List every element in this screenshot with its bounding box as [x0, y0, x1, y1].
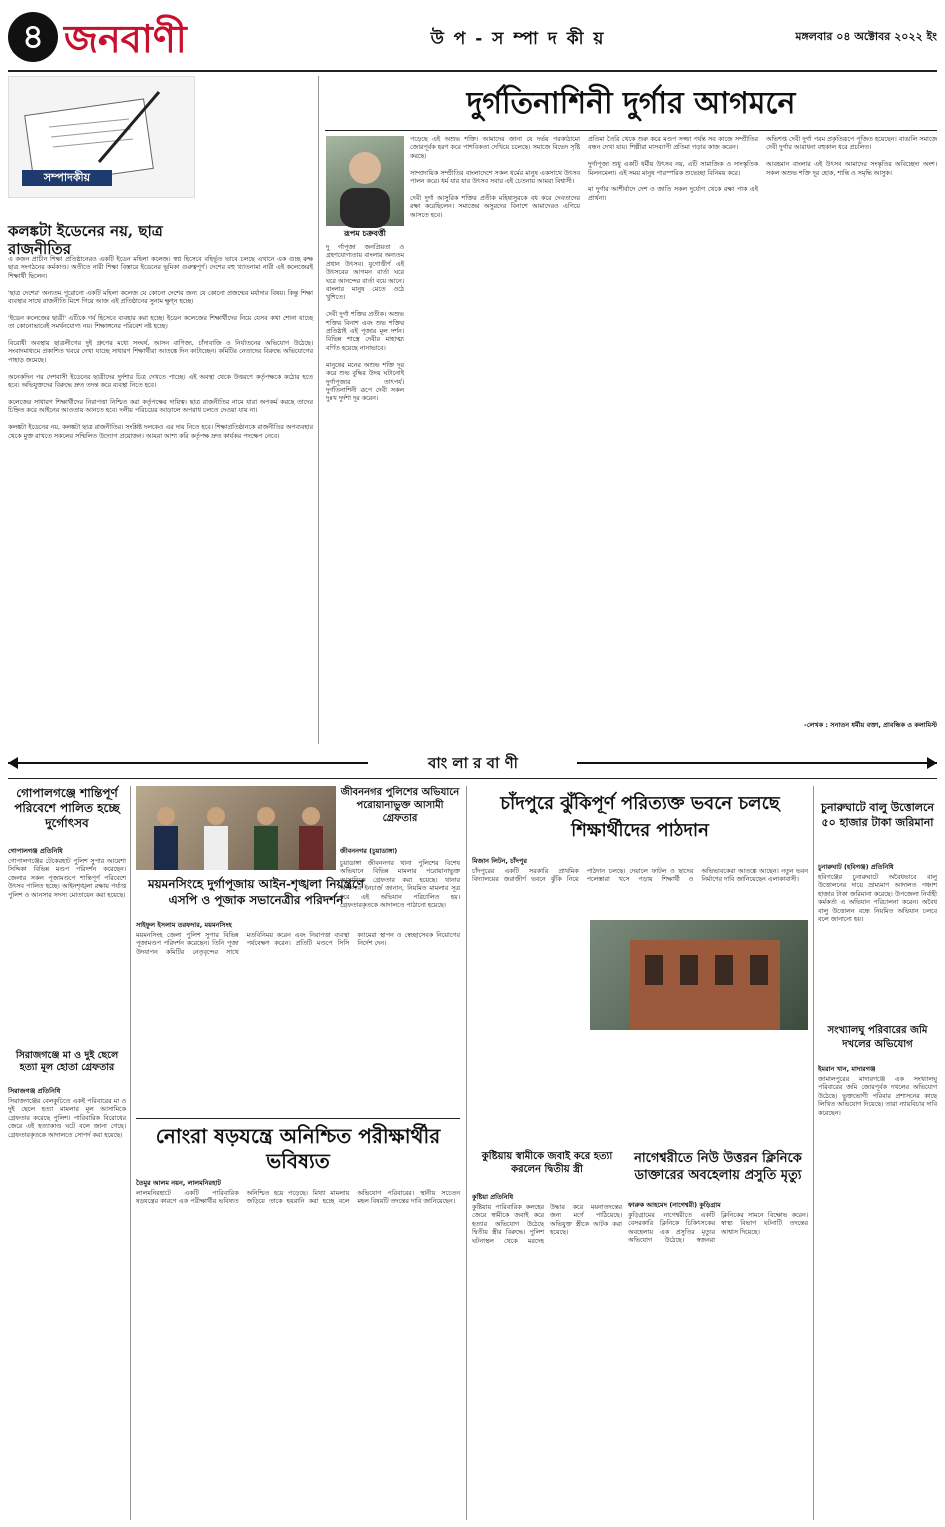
paper-logo: জনবাণী [64, 16, 187, 61]
feature-col1: দু র্গাপূজা জনপ্রিয়তা ও গ্রহণযোগ্যতায় বাংলার অন্যতম প্রধান উৎসব। যুগোত্তীর্ণ এই উৎসবের আগমন বার্তা ঘরে ঘরে আনন্দের বার্তা বয়ে আনে। বাংলার মানুষ মেতে ওঠে খুশিতে। দেবী দুর্গা শক্তির প্রতীক। অশুভ শক্তির বিনাশ এবং শুভ শক্তির প্রতিষ্ঠাই এই পূজার মূল দর্শন। বিভিন্ন শাস্ত্রে দেবীর মাহাত্ম্য বর্ণিত হয়েছে নানাভাবে। মানুষের মনের অশুভ শক্তি দূর করে শুভ বুদ্ধির উদয় ঘটানোই দুর্গাপূজার তাৎপর্য। দুর্গতিনাশিনী রূপে দেবী সকল দুঃখ দুর্দশা দূর করেন। [326, 244, 404, 403]
feature-col3: প্রতিমা তৈরি থেকে শুরু করে মণ্ডপ সজ্জা পর্যন্ত সব কাজে সম্প্রীতির বন্ধন দেখা যায়। শিল্পীরা মাসব্যাপী প্রতিমা গড়ার কাজ করেন। দুর্গাপূজা শুধু একটি ধর্মীয় উৎসব নয়, এটি সামাজিক ও সাংস্কৃতিক মিলনমেলা। এই সময় মানুষ পারস্পরিক শুভেচ্ছা বিনিময় করে। মা দুর্গার আশীর্বাদে দেশ ও জাতি সকল দুর্যোগ থেকে রক্ষা পাক এই প্রার্থনা। [588, 136, 758, 202]
feature-author-note: -লেখক : সনাতন ধর্মীয় বক্তা, প্রাবন্ধিক ও কলামিস্ট [804, 721, 937, 729]
page-number: ৪ [8, 12, 58, 62]
news-mymensingh-byline: সাইফুল ইসলাম তরফদার, ময়মনসিংহ [136, 921, 232, 929]
feature-col2: পড়েছে এই অশুভ শক্তি। আমাদের জানা যে দৰ্ভয় পরকাঠামো জোরপূর্বক হরণ করে পাশবিকতা দেখিয়ে চলেছে। সমাজে বিভেদ সৃষ্টি করছে। সাম্প্রদায়িক সম্প্রীতির বাংলাদেশে সকল ধর্মের মানুষ একসাথে উৎসব পালন করে। ধর্ম যার যার উৎসব সবার এই চেতনায় আমরা বিশ্বাসী। দেবী দুর্গা আসুরিক শক্তির প্রতীক মহিষাসুরকে বধ করে দেবতাদের রক্ষা করেছিলেন। সমাজের অসুরদের বিনাশে আমাদেরও এগিয়ে আসতে হবে। [410, 136, 580, 219]
feature-col4: অভিশপ্ত দেবী দুর্গা পরম প্রকৃতিরূপে পূজিত হয়েছেন। বাঙালি সমাজে দেবী দুর্গার আরাধনা বহুকাল ধরে প্রচলিত। আবহমান বাংলার এই উৎসব আমাদের সংস্কৃতির অবিচ্ছেদ্য অংশ। সকল অশুভ শক্তি দূর হোক, শান্তি ও সমৃদ্ধি আসুক। [766, 136, 937, 177]
building-icon [590, 920, 808, 1030]
feature-headline: দুর্গতিনাশিনী দুর্গার আগমনে [466, 86, 796, 121]
news-churaghat-headline: চুনারুঘাটে বালু উত্তোলনে ৫০ হাজার টাকা জরিমানা [821, 801, 934, 829]
mymensingh-photo [136, 786, 336, 870]
chandpur-school-photo [590, 920, 808, 1030]
news-sirajganj-headline: সিরাজগঞ্জে মা ও দুই ছেলে হত্যা মূল হোতা গ্রেফতার [15, 1050, 119, 1073]
news-kushtia-body: কুষ্টিয়ায় পারিবারিক কলহের জেরে স্বামীকে জবাই করে হত্যার অভিযোগ উঠেছে দ্বিতীয় স্ত্রীর বিরুদ্ধে। পুলিশ ঘটনাস্থল থেকে মরদেহ উদ্ধার করে ময়নাতদন্তের জন্য মর্গে পাঠিয়েছে। অভিযুক্ত স্ত্রীকে আটক করা হয়েছে। [472, 1204, 625, 1245]
news-nageshwari-headline: নাগেশ্বরীতে নিউ উত্তরন ক্লিনিকে ডাক্তারের অবহেলায় প্রসুতি মৃত্যু [634, 1151, 802, 1183]
feature-author: রূপম চক্রবর্ত্তী [344, 229, 386, 238]
masthead [8, 8, 937, 68]
arrow-left-icon [8, 762, 368, 764]
arrow-right-head-icon [927, 757, 937, 769]
news-sirajganj-body: সিরাজগঞ্জের বেলকুচিতে একই পরিবারের মা ও দুই ছেলে হত্যা মামলার মূল আসামিকে গ্রেফতার করেছে পুলিশ। পারিবারিক বিরোধের জেরে এই হত্যাকাণ্ড ঘটে বলে জানা গেছে। গ্রেফতারকৃতকে আদালতে সোপর্দ করা হয়েছে। [8, 1098, 129, 1139]
news-exam-headline: নোংরা ষড়যন্ত্রে অনিশ্চিত পরীক্ষার্থীর ভবিষ্যত [155, 1124, 441, 1173]
person-icon [326, 136, 404, 226]
news-mymensingh-headline: ময়মনসিংহে দুর্গাপূজায় আইন-শৃঙ্খলা নিয়ন্ত্রণে এসপি ও পূজাক সভানেত্রীর পরিদর্শন [147, 877, 365, 907]
editorial-headline: কলঙ্কটা ইডেনের নয়, ছাত্র রাজনীতির [8, 222, 163, 258]
news-churaghat-byline: চুনারুঘাট (হবিগঞ্জ) প্রতিনিধি [818, 863, 894, 871]
news-kushtia-headline: কুষ্টিয়ায় স্বামীকে জবাই করে হত্যা করলেন দ্বিতীয় স্ত্রী [481, 1151, 613, 1175]
news-nageshwari-byline: ফারুক আহমেদ (নাগেশ্বরী) কুড়িগ্রাম [628, 1201, 721, 1209]
news-minority-byline: ইমরান খান, মাদারগঞ্জ [818, 1065, 876, 1073]
news-jibannagar-byline: জীবননগর (চুয়াডাঙ্গা) [340, 847, 398, 855]
news-gopalganj-headline: গোপালগঞ্জে শান্তিপূর্ণ পরিবেশে পালিত হচ্ছে দুর্গোৎসব [14, 786, 120, 830]
news-chandpur-byline: মিজান লিটন, চাঁদপুর [472, 857, 527, 865]
section-bar-title: বাং লা র বা ণী [428, 754, 518, 772]
news-jibannagar-headline: জীবননগর পুলিশের অভিযানে পরোয়ানাভুক্ত আসামী গ্রেফতার [340, 787, 460, 824]
editorial-badge: সম্পাদকীয় [22, 170, 112, 186]
editorial-body: এ কজন প্রাচীন শিক্ষা প্রতিষ্ঠানেরও একটি ইডেন মহিলা কলেজ। স্বপ্ন হিসেবে বহির্ভূত ভাবে চলছে এখানে এক গুচ্ছ রুক্ষ ছাত্র সংগঠনের কর্মকাণ্ড। অতীতে নারী শিক্ষা বিস্তারে ইডেনের ভূমিকা গুরুত্বপূর্ণ। দেশের বহু খ্যাতনামা নারী এই কলেজেরই শিক্ষার্থী ছিলেন। 'ছাত্র দেশের' অন্যতম পুরোনো একটি মহিলা কলেজ যে কোনো দেশের জন্য যে কোনো প্রজন্মের মর্যাদার বিষয়। কিন্তু শিক্ষা ব্যবস্থার সাথে রাজনীতি মিশে গিয়ে আজ এই প্রতিষ্ঠানের সুনাম ক্ষুণ্ন হচ্ছে। 'ইডেন কলেজের ছাত্রী' এটিকে গর্ব হিসেবে ব্যবহার করা হচ্ছে। ইডেন কলেজের শিক্ষার্থীদের নিয়ে যেসব কথা শোনা যাচ্ছে তা কোনোভাবেই সমর্থনযোগ্য নয়। শিক্ষাঙ্গনের পরিবেশ নষ্ট হচ্ছে। বিরোধী অবস্থায় ছাত্রলীগের দুই গ্রুপের মধ্যে সংঘর্ষ, আসন বাণিজ্য, চাঁদাবাজি ও নির্যাতনের অভিযোগ উঠেছে। সংবাদমাধ্যমে প্রকাশিত খবরে দেখা যাচ্ছে সাধারণ শিক্ষার্থীরা আতঙ্কে দিন কাটাচ্ছেন। কমিটির নেতাদের বিরুদ্ধে অভিযোগের পাহাড় জমেছে। অনেকদিন পর দেশবাসী ইডেনের ছাত্রীদের দুর্দশার চিত্র দেখতে পাচ্ছে। এই অবস্থা থেকে উত্তরণে কর্তৃপক্ষকে কঠোর হতে হবে। অভিযুক্তদের বিরুদ্ধে দ্রুত তদন্ত করে ব্যবস্থা নিতে হবে। কলেজের সাধারণ শিক্ষার্থীদের নিরাপত্তা নিশ্চিত করা কর্তৃপক্ষের দায়িত্ব। ছাত্র রাজনীতির নামে যারা অপকর্ম করছে তাদের চিহ্নিত করে আইনের আওতায় আনতে হবে। দলীয় পরিচয়ের আড়ালে অপরাধ চলতে দেওয়া যায় না। কলঙ্কটা ইডেনের নয়, কলঙ্কটা ছাত্র রাজনীতির। সংশ্লিষ্ট দলকেও এর দায় নিতে হবে। শিক্ষাপ্রতিষ্ঠানকে রাজনীতির অপব্যবহার থেকে মুক্ত রাখতে সকলের সম্মিলিত উদ্যোগ প্রয়োজন। আমরা আশা করি কর্তৃপক্ষ দ্রুত কার্যকর পদক্ষেপ নেবে। [8, 256, 313, 440]
section-title: উ প - স ম্পা দ কী য় [430, 29, 606, 49]
news-minority-headline: সংখ্যালঘু পরিবারের জমি দখলের অভিযোগ [827, 1025, 928, 1050]
news-chandpur-headline: চাঁদপুরে ঝুঁকিপূর্ণ পরিত্যক্ত ভবনে চলছে শিক্ষার্থীদের পাঠদান [500, 793, 780, 841]
news-churaghat-body: হবিগঞ্জের চুনারুঘাটে অবৈধভাবে বালু উত্তোলনের দায়ে ভ্রাম্যমাণ আদালত পঞ্চাশ হাজার টাকা জরিমানা করেছে। উপজেলা নির্বাহী কর্মকর্তা এ অভিযান পরিচালনা করেন। অবৈধ বালু উত্তোলন বন্ধে নিয়মিত অভিযান চলবে বলে জানানো হয়। [818, 874, 940, 924]
author-photo [326, 136, 404, 226]
arrow-left-head-icon [8, 757, 18, 769]
news-chandpur-body: চাঁদপুরের একটি সরকারি প্রাথমিক বিদ্যালয়ের জরাজীর্ণ ভবনে ঝুঁকি নিয়ে পাঠদান চলছে। দেয়ালে ফাটল ও ছাদের পলেস্তারা খসে পড়ায় শিক্ষার্থী ও অভিভাবকেরা আতঙ্কে আছেন। নতুন ভবন নির্মাণের দাবি জানিয়েছেন এলাকাবাসী। [472, 868, 810, 884]
news-gopalganj-body: গোপালগঞ্জের টেকেরহাট পুলিশ সুপার আয়েশা সিদ্দিকা বিভিন্ন মণ্ডপ পরিদর্শন করেছেন। জেলার সকল পূজামণ্ডপে শান্তিপূর্ণ পরিবেশে উৎসব পালিত হচ্ছে। আইনশৃঙ্খলা রক্ষায় পর্যাপ্ত পুলিশ ও আনসার সদস্য মোতায়েন করা হয়েছে। [8, 858, 129, 899]
police-officers-icon [136, 786, 336, 870]
news-minority-body: জামালপুরের মাদারগঞ্জে এক সংখ্যালঘু পরিবারের জমি জোরপূর্বক দখলের অভিযোগ উঠেছে। ভুক্তভোগী পরিবার প্রশাসনের কাছে লিখিত অভিযোগ দিয়েছে। তারা ন্যায়বিচার দাবি করেছেন। [818, 1076, 940, 1117]
news-jibannagar-body: চুয়াডাঙ্গা জীবননগর থানা পুলিশের বিশেষ অভিযানে বিভিন্ন মামলার পরোয়ানাভুক্ত আসামিকে গ্রেফতার করা হয়েছে। থানার অফিসার ইনচার্জ জানান, নিয়মিত মামলার সূত্র ধরে এই অভিযান পরিচালিত হয়। গ্রেফতারকৃতকে আদালতে পাঠানো হয়েছে। [340, 860, 463, 910]
section-bar [8, 752, 937, 774]
arrow-right-icon [577, 762, 937, 764]
news-gopalganj-byline: গোপালগঞ্জ প্রতিনিধি [8, 847, 63, 855]
news-exam-body: লালমনিরহাটে একটি পারিবারিক ষড়যন্ত্রের কারণে এক পরীক্ষার্থীর ভবিষ্যত অনিশ্চিত হয়ে পড়েছে। মিথ্যা মামলায় জড়িয়ে তাকে হয়রানি করা হচ্ছে বলে অভিযোগ পরিবারের। স্থানীয় সচেতন মহল বিষয়টি তদন্তের দাবি জানিয়েছেন। [136, 1190, 462, 1206]
news-sirajganj-byline: সিরাজগঞ্জ প্রতিনিধি [8, 1087, 61, 1095]
news-nageshwari-body: কুড়িগ্রামের নাগেশ্বরীতে একটি বেসরকারি ক্লিনিকে চিকিৎসকের অবহেলায় এক প্রসুতির মৃত্যুর অভিযোগ উঠেছে। স্বজনরা ক্লিনিকের সামনে বিক্ষোভ করেন। স্বাস্থ্য বিভাগ ঘটনাটি তদন্তের আশ্বাস দিয়েছে। [628, 1212, 811, 1245]
issue-date: মঙ্গলবার ০৪ অক্টোবর ২০২২ ইং [795, 30, 937, 43]
news-mymensingh-body: ময়মনসিংহ জেলা পুলিশ সুপার বিভিন্ন পূজামণ্ডপ পরিদর্শন করেছেন। তিনি পূজা উদযাপন কমিটির নেতৃবৃন্দের সাথে মতবিনিময় করেন এবং নিরাপত্তা ব্যবস্থা পর্যবেক্ষণ করেন। প্রতিটি মণ্ডপে সিসি ক্যামেরা স্থাপন ও স্বেচ্ছাসেবক নিয়োগের নির্দেশ দেন। [136, 932, 462, 956]
news-kushtia-byline: কুষ্টিয়া প্রতিনিধি [472, 1193, 514, 1201]
news-exam-byline: তৈমুর আলম নয়ন, লালমনিরহাট [136, 1179, 221, 1187]
